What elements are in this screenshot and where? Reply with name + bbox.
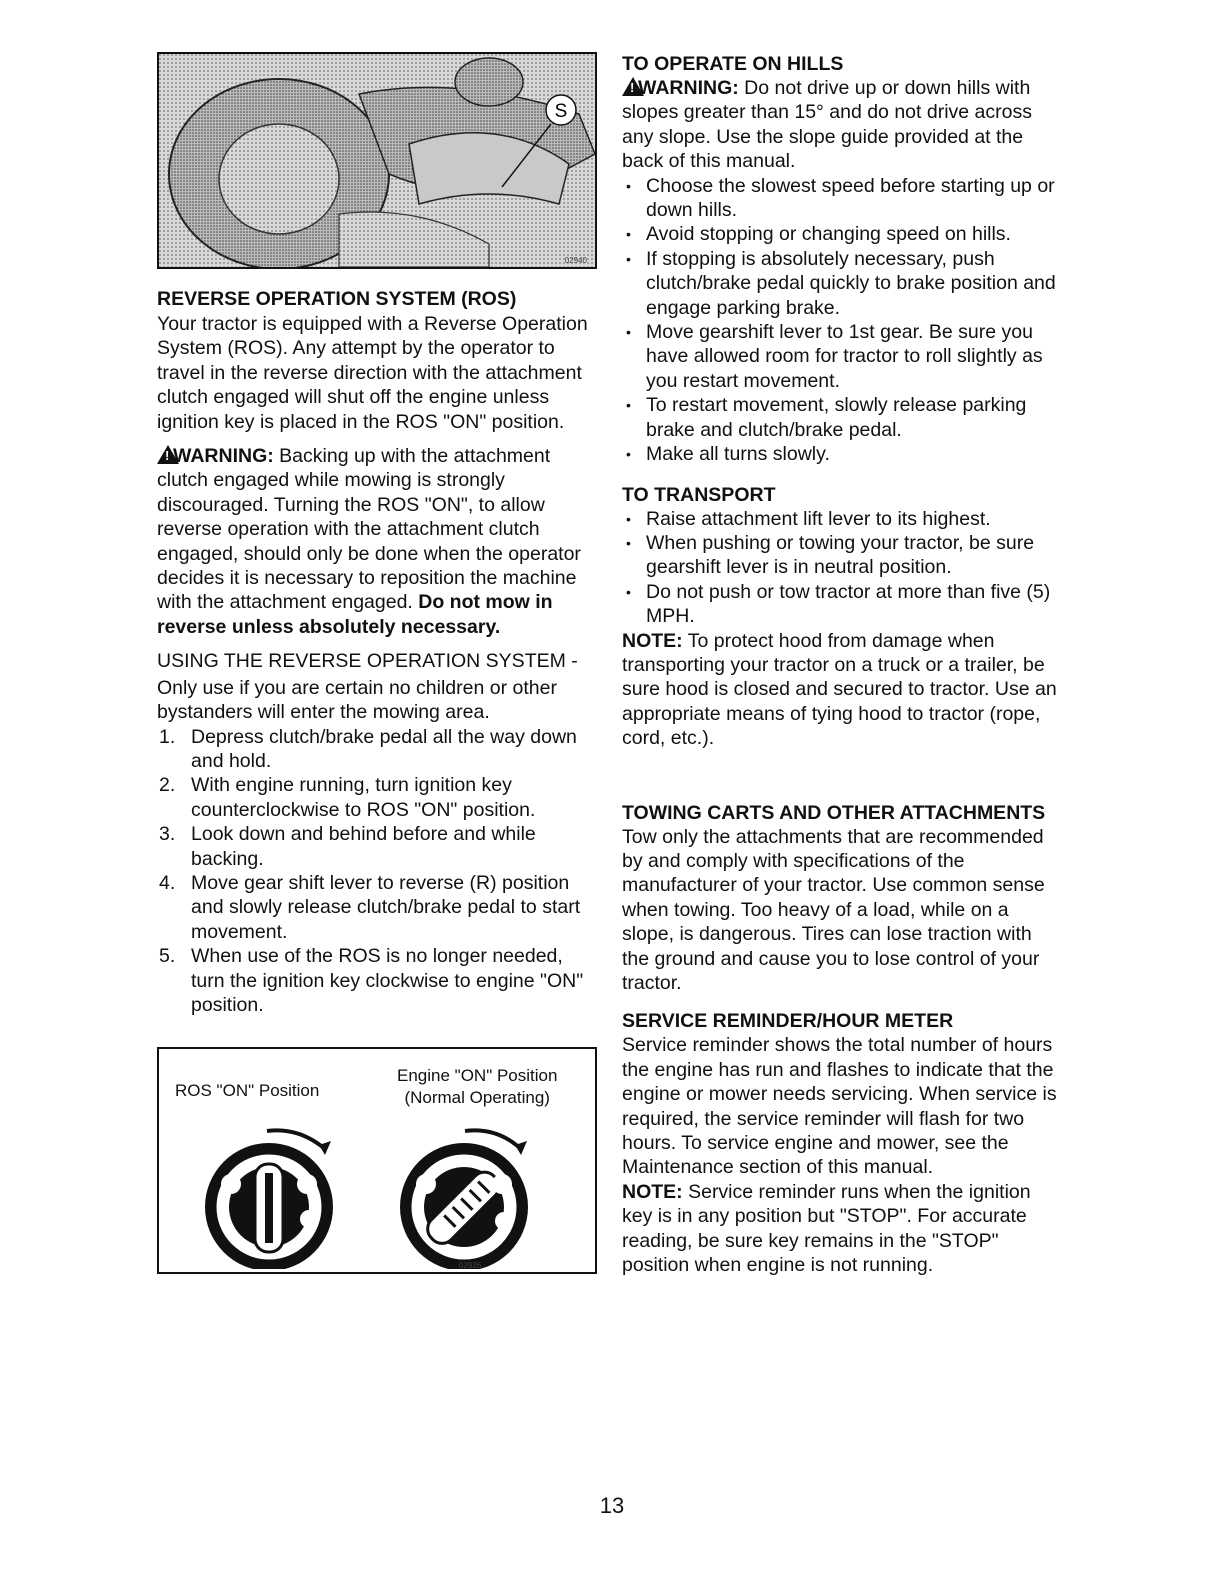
towing-heading: TOWING CARTS AND OTHER ATTACHMENTS bbox=[622, 801, 1046, 824]
hills-bullet-list bbox=[622, 174, 1062, 467]
using-heading: USING THE REVERSE OPERATION SYSTEM - bbox=[157, 650, 578, 673]
ignition-switch-ros-icon bbox=[205, 1131, 333, 1270]
ros-on-label: ROS "ON" Position bbox=[175, 1081, 320, 1101]
figure-code: 02926 bbox=[459, 1261, 482, 1271]
tractor-illustration bbox=[157, 52, 597, 269]
warning-label: WARNING: bbox=[638, 77, 739, 99]
ros-steps-list bbox=[157, 725, 597, 1018]
ignition-switch-drawings bbox=[159, 1109, 595, 1269]
transport-heading: TO TRANSPORT bbox=[622, 483, 776, 506]
list-item: • Raise attachment lift lever to its highest. bbox=[622, 507, 1062, 531]
tractor-drawing bbox=[159, 54, 595, 267]
list-item: • To restart movement, slowly release parking brake and clutch/brake pedal. bbox=[622, 393, 1062, 442]
list-item: • Choose the slowest speed before starting up or down hills. bbox=[622, 174, 1062, 223]
engine-on-label-line1: Engine "ON" Position bbox=[397, 1066, 558, 1086]
ignition-key-figure bbox=[157, 1047, 597, 1274]
list-item: • Do not push or tow tractor at more than five (5) MPH. bbox=[622, 580, 1062, 629]
transport-note bbox=[622, 629, 1062, 751]
note-label: NOTE: bbox=[622, 1180, 683, 1203]
ros-body: Your tractor is equipped with a Reverse Operation System (ROS). Any attempt by the operator to travel in the reverse direction with the attachment clutch engaged will shut off the engine unless ignition key is placed in the ROS "ON" position. bbox=[157, 313, 588, 433]
ros-warning bbox=[157, 444, 597, 639]
hills-heading: TO OPERATE ON HILLS bbox=[622, 53, 844, 75]
list-item: • If stopping is absolutely necessary, push clutch/brake pedal quickly to brake position and engage parking brake. bbox=[622, 247, 1062, 320]
list-item: • Avoid stopping or changing speed on hills. bbox=[622, 222, 1062, 246]
warning-icon bbox=[622, 77, 644, 96]
service-heading: SERVICE REMINDER/HOUR METER bbox=[622, 1010, 954, 1033]
hills-warning bbox=[622, 76, 1062, 174]
note-text: To protect hood from damage when transporting your tractor on a truck or a trailer, be sure hood is closed and secured to tractor. Use an appropriate means of tying hood to tractor (rope, cord, etc.). bbox=[622, 629, 1057, 750]
list-item: 5. When use of the ROS is no longer needed, turn the ignition key clockwise to engine "ON" position. bbox=[159, 945, 584, 1016]
left-column bbox=[157, 52, 597, 1274]
list-item: 2. With engine running, turn ignition key counterclockwise to ROS "ON" position. bbox=[159, 774, 536, 821]
right-column bbox=[622, 52, 1062, 1277]
ros-heading: REVERSE OPERATION SYSTEM (ROS) bbox=[157, 288, 517, 310]
warning-text: Do not drive up or down hills with slopes greater than 15° and do not drive across any slope. Use the slope guide provided at the back of this manual. bbox=[622, 77, 1032, 173]
list-item: 4. Move gear shift lever to reverse (R) position and slowly release clutch/brake pedal to start movement. bbox=[159, 871, 581, 943]
ignition-switch-engine-icon bbox=[400, 1131, 528, 1270]
note-text: Service reminder runs when the ignition key is in any position but "STOP". For accurate reading, be sure key remains in the "STOP" position when engine is not running. bbox=[622, 1180, 1031, 1277]
transport-bullet-list bbox=[622, 507, 1062, 629]
towing-body: Tow only the attachments that are recommended by and comply with specifications of the manufacturer of your tractor. Use common sense when towing. Too heavy of a load, while on a slope, is dangerous. Tires can lose traction with the ground and cause you to lose control of your tractor. bbox=[622, 825, 1045, 994]
engine-on-label-line2: (Normal Operating) bbox=[404, 1088, 550, 1108]
warning-label: WARNING: bbox=[173, 445, 274, 468]
list-item: • Move gearshift lever to 1st gear. Be sure you have allowed room for tractor to roll slightly as you restart movement. bbox=[622, 320, 1062, 393]
service-body: Service reminder shows the total number of hours the engine has run and flashes to indicate that the engine or mower needs servicing. When service is required, the service reminder will flash for two hours. To service engine and mower, see the Maintenance section of this manual. bbox=[622, 1034, 1057, 1179]
using-intro: Only use if you are certain no children or other bystanders will enter the mowing area. bbox=[157, 676, 557, 724]
list-item: • When pushing or towing your tractor, be sure gearshift lever is in neutral position. bbox=[622, 531, 1062, 580]
warning-icon bbox=[157, 445, 179, 464]
list-item: 3. Look down and behind before and while backing. bbox=[159, 823, 536, 870]
warning-bold-text: Do not mow in reverse unless absolutely necessary. bbox=[157, 591, 553, 638]
figure-code: 02940 bbox=[564, 256, 587, 265]
note-label: NOTE: bbox=[622, 629, 683, 652]
page-number: 13 bbox=[599, 1493, 625, 1518]
warning-text: Backing up with the attachment clutch engaged while mowing is strongly discouraged. Turning the ROS "ON", to allow reverse operation with the attachment clutch engaged, should only be done when the operator decides it is necessary to reposition the machine with the attachment engaged. bbox=[157, 445, 581, 614]
engine-on-label bbox=[397, 1065, 557, 1109]
list-item: 1. Depress clutch/brake pedal all the way down and hold. bbox=[159, 725, 577, 772]
callout-s: S bbox=[554, 101, 568, 122]
list-item: • Make all turns slowly. bbox=[622, 442, 1062, 466]
service-note bbox=[622, 1180, 1062, 1278]
